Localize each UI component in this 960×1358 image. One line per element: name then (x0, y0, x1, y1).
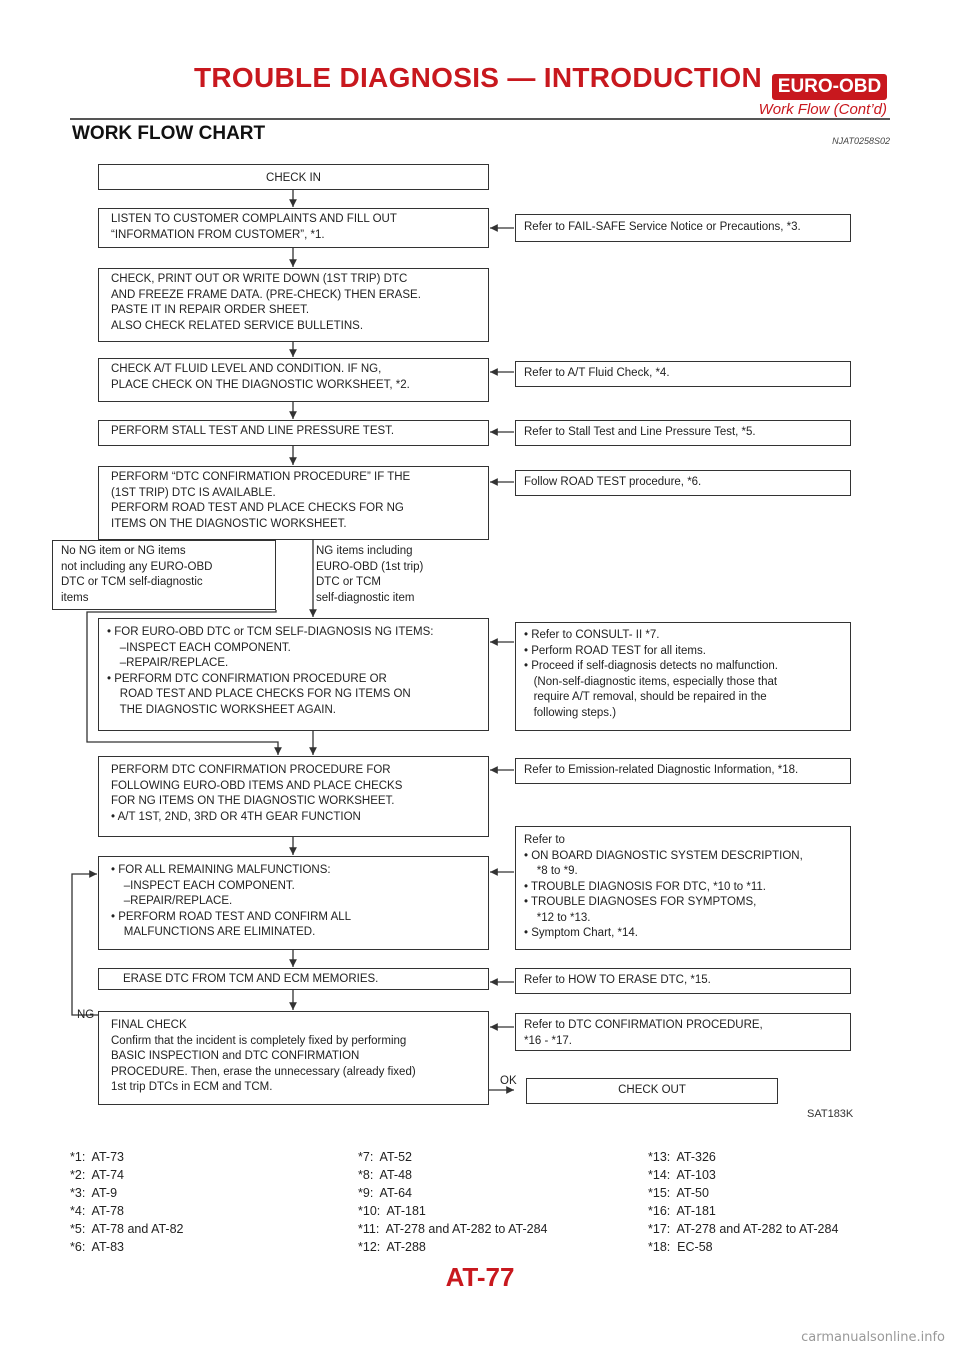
footnote: *12: AT-288 (358, 1240, 426, 1254)
page-header-subtitle: Work Flow (Cont’d) (758, 101, 887, 118)
footnotes-col-3 (648, 1148, 838, 1256)
footnote: *13: AT-326 (648, 1150, 716, 1164)
final-check-box: FINAL CHECK Confirm that the incident is completely fixed by performing BASIC INSPECTION and DTC CONFIRMATION PROCEDURE. Then, erase the unnecessary (already fixed) 1st trip DTCs in ECM and TCM. (98, 1011, 489, 1105)
footnote: *15: AT-50 (648, 1186, 709, 1200)
remaining-malfunctions-box: • FOR ALL REMAINING MALFUNCTIONS: –INSPECT EACH COMPONENT. –REPAIR/REPLACE. • PERFORM ROAD TEST AND CONFIRM ALL MALFUNCTIONS ARE ELIMINATED. (98, 856, 489, 950)
footnote: *4: AT-78 (70, 1204, 124, 1218)
figure-id: SAT183K (807, 1108, 854, 1120)
check-in-box: CHECK IN (98, 164, 489, 190)
ref-consult-box: • Refer to CONSULT- II *7. • Perform ROAD TEST for all items. • Proceed if self-diagnosis detects no malfunction. (Non-self-diagnostic items, especially those that require A/T removal, should be repaired in the following steps.) (515, 622, 851, 731)
footnote: *1: AT-73 (70, 1150, 124, 1164)
footnote: *6: AT-83 (70, 1240, 124, 1254)
ref-stall-box: Refer to Stall Test and Line Pressure Test, *5. (515, 420, 851, 446)
page-number: AT-77 (445, 1262, 515, 1292)
euro-obd-ng-box: • FOR EURO-OBD DTC or TCM SELF-DIAGNOSIS NG ITEMS: –INSPECT EACH COMPONENT. –REPAIR/REPLACE. • PERFORM DTC CONFIRMATION PROCEDURE OR ROAD TEST AND PLACE CHECKS FOR NG ITEMS ON THE DIAGNOSTIC WORKSHEET AGAIN. (98, 618, 489, 731)
footnote: *7: AT-52 (358, 1150, 412, 1164)
footnote: *3: AT-9 (70, 1186, 118, 1200)
listen-box: LISTEN TO CUSTOMER COMPLAINTS AND FILL OUT “INFORMATION FROM CUSTOMER”, *1. (98, 208, 489, 248)
ref-failsafe-box: Refer to FAIL-SAFE Service Notice or Precautions, *3. (515, 214, 851, 242)
ref-road-test-box: Follow ROAD TEST procedure, *6. (515, 470, 851, 496)
page-header-title: TROUBLE DIAGNOSIS — INTRODUCTION (193, 62, 762, 93)
ng-loop-label: NG (77, 1009, 95, 1021)
stall-test-box: PERFORM STALL TEST AND LINE PRESSURE TEST. (98, 420, 489, 446)
footnote: *14: AT-103 (648, 1168, 716, 1182)
ok-label: OK (500, 1075, 517, 1087)
fluid-check-box: CHECK A/T FLUID LEVEL AND CONDITION. IF NG, PLACE CHECK ON THE DIAGNOSTIC WORKSHEET, *2. (98, 358, 489, 402)
perform-dtc-following-box: PERFORM DTC CONFIRMATION PROCEDURE FOR FOLLOWING EURO-OBD ITEMS AND PLACE CHECKS FOR NG ITEMS ON THE DIAGNOSTIC WORKSHEET. • A/T 1ST, 2ND, 3RD OR 4TH GEAR FUNCTION (98, 756, 489, 837)
ref-erase-box: Refer to HOW TO ERASE DTC, *15. (515, 968, 851, 994)
footnote: *16: AT-181 (648, 1204, 716, 1218)
branch-no-ng-box: No NG item or NG items not including any EURO-OBD DTC or TCM self-diagnostic items (52, 540, 276, 610)
ref-dtc-procedure-box: Refer to DTC CONFIRMATION PROCEDURE, *16 - *17. (515, 1013, 851, 1051)
footnote: *9: AT-64 (358, 1186, 412, 1200)
check-print-box: CHECK, PRINT OUT OR WRITE DOWN (1ST TRIP) DTC AND FREEZE FRAME DATA. (PRE-CHECK) THEN ERASE. PASTE IT IN REPAIR ORDER SHEET. ALSO CHECK RELATED SERVICE BULLETINS. (98, 268, 489, 342)
section-code: NJAT0258S02 (832, 136, 890, 146)
check-out-box: CHECK OUT (526, 1078, 778, 1104)
footnote: *10: AT-181 (358, 1204, 426, 1218)
footnote: *11: AT-278 and AT-282 to AT-284 (358, 1222, 548, 1236)
footnotes-col-2 (358, 1148, 547, 1256)
ref-onboard-box: Refer to • ON BOARD DIAGNOSTIC SYSTEM DESCRIPTION, *8 to *9. • TROUBLE DIAGNOSIS FOR DTC, *10 to *11. • TROUBLE DIAGNOSES FOR SYMPTOMS, *12 to *13. • Symptom Chart, *14. (515, 826, 851, 950)
footnote: *18: EC-58 (648, 1240, 713, 1254)
section-title: WORK FLOW CHART (72, 123, 266, 144)
branch-ng-label: NG items including EURO-OBD (1st trip) DTC or TCM self-diagnostic item (316, 545, 424, 604)
erase-dtc-box: ERASE DTC FROM TCM AND ECM MEMORIES. (98, 968, 489, 990)
footnote: *8: AT-48 (358, 1168, 412, 1182)
ref-fluid-box: Refer to A/T Fluid Check, *4. (515, 361, 851, 387)
footnote: *5: AT-78 and AT-82 (70, 1222, 184, 1236)
ref-emission-box: Refer to Emission-related Diagnostic Information, *18. (515, 758, 851, 784)
watermark: carmanualsonline.info (801, 1330, 945, 1345)
euro-obd-badge: EURO-OBD (772, 74, 887, 100)
footnote: *2: AT-74 (70, 1168, 124, 1182)
footnote: *17: AT-278 and AT-282 to AT-284 (648, 1222, 839, 1236)
dtc-confirm-box: PERFORM “DTC CONFIRMATION PROCEDURE” IF THE (1ST TRIP) DTC IS AVAILABLE. PERFORM ROAD TEST AND PLACE CHECKS FOR NG ITEMS ON THE DIAGNOSTIC WORKSHEET. (98, 466, 489, 540)
footnotes-col-1 (70, 1148, 184, 1256)
